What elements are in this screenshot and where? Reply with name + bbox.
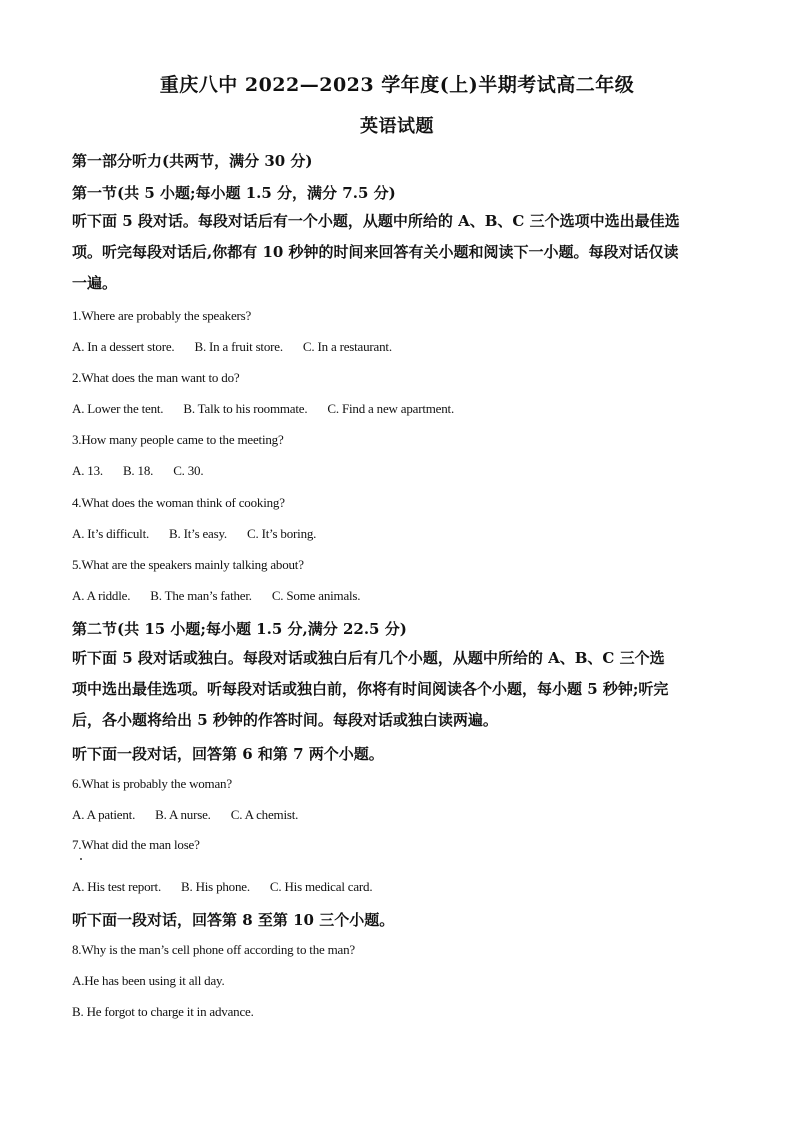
option-a: A. It’s difficult. bbox=[72, 526, 150, 541]
option-c: C. His medical card. bbox=[269, 879, 373, 894]
section2-heading: 第二节(共 15 小题;每小题 1.5 分,满分 22.5 分) bbox=[72, 620, 407, 638]
instruction-line: 项。听完每段对话后,你都有 10 秒钟的时间来回答有关小题和阅读下一小题。每段对话仅读 bbox=[72, 243, 679, 261]
option-b: B. In a fruit store. bbox=[194, 339, 283, 354]
option-b: B. 18. bbox=[122, 463, 154, 478]
instruction-line: 听下面 5 段对话或独白。每段对话或独白后有几个小题，从题中所给的 A、B、C 三个选 bbox=[72, 649, 665, 667]
question-1: 1.Where are probably the speakers? bbox=[72, 308, 252, 323]
exam-subtitle: 英语试题 bbox=[360, 116, 434, 137]
option-c: C. It’s boring. bbox=[247, 526, 317, 541]
option-a: A. A riddle. bbox=[72, 588, 131, 603]
option-b: B. His phone. bbox=[181, 879, 250, 894]
option-a: A. A patient. bbox=[72, 807, 136, 822]
instruction-line: 听下面 5 段对话。每段对话后有一个小题，从题中所给的 A、B、C 三个选项中选出最佳选 bbox=[72, 212, 680, 230]
section1-heading: 第一节(共 5 小题;每小题 1.5 分，满分 7.5 分) bbox=[72, 184, 396, 202]
question-7: 7.What did the man lose? bbox=[72, 837, 200, 852]
option-c: C. Some animals. bbox=[271, 588, 361, 603]
question-4-options bbox=[72, 526, 316, 542]
question-6-options bbox=[72, 807, 298, 823]
option-c: C. 30. bbox=[173, 463, 204, 478]
question-5: 5.What are the speakers mainly talking about? bbox=[72, 557, 304, 572]
exam-title: 重庆八中 2022—2023 学年度(上)半期考试高二年级 bbox=[159, 74, 635, 96]
option-a: A. Lower the tent. bbox=[72, 401, 164, 416]
question-8: 8.Why is the man’s cell phone off according to the man? bbox=[72, 942, 355, 957]
question-7-options bbox=[72, 879, 372, 895]
section2-instructions bbox=[72, 643, 722, 736]
option-c: C. A chemist. bbox=[230, 807, 299, 822]
option-a: A. His test report. bbox=[72, 879, 161, 894]
group1-intro: 听下面一段对话，回答第 6 和第 7 两个小题。 bbox=[72, 745, 384, 763]
option-b: B. Talk to his roommate. bbox=[183, 401, 308, 416]
section1-instructions bbox=[72, 206, 722, 299]
option-b: B. It’s easy. bbox=[169, 526, 227, 541]
option-c: C. Find a new apartment. bbox=[327, 401, 455, 416]
question-4: 4.What does the woman think of cooking? bbox=[72, 495, 285, 510]
question-3: 3.How many people came to the meeting? bbox=[72, 432, 284, 447]
option-b: B. A nurse. bbox=[155, 807, 211, 822]
question-6: 6.What is probably the woman? bbox=[72, 776, 232, 791]
instruction-line: 一遍。 bbox=[72, 274, 118, 292]
option-c: C. In a restaurant. bbox=[302, 339, 392, 354]
question-1-options bbox=[72, 339, 392, 355]
question-8-option-a: A.He has been using it all day. bbox=[72, 973, 225, 988]
option-a: A. 13. bbox=[72, 463, 103, 478]
instruction-line: 项中选出最佳选项。听每段对话或独白前，你将有时间阅读各个小题，每小题 5 秒钟;听完 bbox=[72, 680, 669, 698]
part1-heading: 第一部分听力(共两节，满分 30 分) bbox=[72, 152, 313, 170]
question-2-options bbox=[72, 401, 454, 417]
question-2: 2.What does the man want to do? bbox=[72, 370, 240, 385]
question-3-options bbox=[72, 463, 203, 479]
stray-dot bbox=[80, 858, 82, 860]
group2-intro: 听下面一段对话，回答第 8 至第 10 三个小题。 bbox=[72, 911, 395, 929]
option-a: A. In a dessert store. bbox=[72, 339, 175, 354]
option-b: B. The man’s father. bbox=[150, 588, 252, 603]
question-8-option-b: B. He forgot to charge it in advance. bbox=[72, 1004, 254, 1019]
instruction-line: 后，各小题将给出 5 秒钟的作答时间。每段对话或独白读两遍。 bbox=[72, 711, 498, 729]
question-5-options bbox=[72, 588, 360, 604]
